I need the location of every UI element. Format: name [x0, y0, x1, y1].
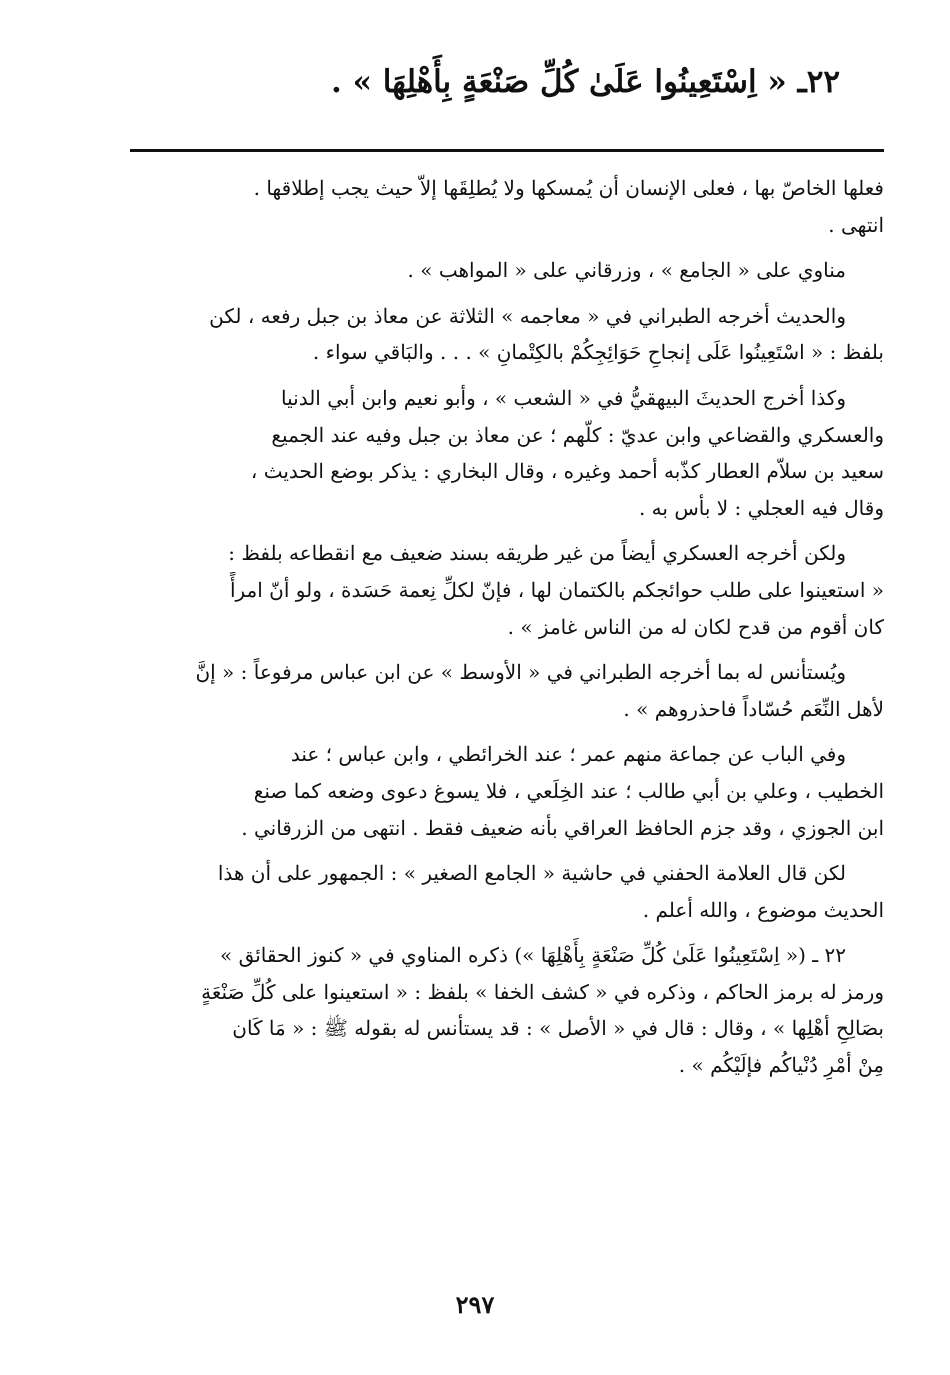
- text-line: كان أقوم من قدح لكان له من الناس غامز » .: [507, 614, 884, 639]
- text-line: ٢٢ ـ (« اِسْتَعِينُوا عَلَىٰ كُلِّ صَنْعَةٍ بِأَهْلِهَا ») ذكره المناوي في « كنوز الحقائق »: [219, 943, 846, 968]
- text-line: بصَالِحِ أهْلِها » ، وقال : قال في « الأصل » : قد يستأنس له بقوله ﷺ : « مَا كَان: [232, 1016, 884, 1041]
- text-line: لأهل النِّعَم حُسّاداً فاحذروهم » .: [623, 696, 884, 721]
- page-body: [124, 170, 884, 1093]
- text-line: لكن قال العلامة الحفني في حاشية « الجامع الصغير » : الجمهور على أن هذا: [217, 861, 846, 886]
- paragraph: [124, 380, 884, 526]
- paragraph: [124, 937, 884, 1083]
- text-line: الخطيب ، وعلي بن أبي طالب ؛ عند الخِلَعي ، فلا يسوغ دعوى وضعه كما صنع: [253, 778, 884, 803]
- text-line: ورمز له برمز الحاكم ، وذكره في « كشف الخفا » بلفظ : « استعينوا على كُلِّ صَنْعَةٍ: [201, 979, 884, 1004]
- paragraph: [124, 654, 884, 727]
- paragraph: [124, 736, 884, 846]
- text-line: مناوي على « الجامع » ، وزرقاني على « المواهب » .: [407, 258, 846, 283]
- text-line: والعسكري والقضاعي وابن عديّ : كلّهم ؛ عن معاذ بن جبل وفيه عند الجميع: [271, 422, 884, 447]
- hadith-heading: ٢٢ـ « اِسْتَعِينُوا عَلَىٰ كُلِّ صَنْعَةٍ بِأَهْلِهَا » .: [330, 64, 840, 100]
- text-line: وفي الباب عن جماعة منهم عمر ؛ عند الخرائطي ، وابن عباس ؛ عند: [290, 742, 846, 767]
- text-line: وقال فيه العجلي : لا بأس به .: [638, 495, 884, 520]
- paragraph: [124, 298, 884, 371]
- paragraph: [124, 855, 884, 928]
- text-line: ولكن أخرجه العسكري أيضاً من غير طريقه بسند ضعيف مع انقطاعه بلفظ :: [228, 541, 846, 566]
- paragraph: [124, 252, 884, 289]
- paragraph: [124, 535, 884, 645]
- paragraph: [124, 170, 884, 243]
- text-line: بلفظ : « اسْتَعِينُوا عَلَى إنجاحِ حَوَائِجِكُمْ بالكِتْمانِ » . . . والبَاقي سواء .: [312, 340, 884, 365]
- text-line: وكذا أخرج الحديثَ البيهقيُّ في « الشعب » ، وأبو نعيم وابن أبي الدنيا: [281, 385, 846, 410]
- page-number: ٢٩٧: [455, 1290, 495, 1319]
- text-line: سعيد بن سلاّم العطار كذّبه أحمد وغيره ، وقال البخاري : يذكر بوضع الحديث ،: [250, 459, 884, 484]
- header-divider: [130, 149, 884, 152]
- page-title: [100, 62, 840, 102]
- text-line: فعلها الخاصّ بها ، فعلى الإنسان أن يُمسكها ولا يُطلِقَها إلاّ حيث يجب إطلاقها .: [253, 176, 884, 200]
- text-line: الحديث موضوع ، والله أعلم .: [642, 897, 884, 922]
- text-line: والحديث أخرجه الطبراني في « معاجمه » الثلاثة عن معاذ بن جبل رفعه ، لكن: [209, 303, 846, 328]
- text-line: ابن الجوزي ، وقد جزم الحافظ العراقي بأنه ضعيف فقط . انتهى من الزرقاني .: [241, 815, 884, 840]
- text-line: مِنْ أمْرِ دُنْياكُم فإلَيْكُم » .: [678, 1053, 884, 1078]
- text-line: ويُستأنس له بما أخرجه الطبراني في « الأوسط » عن ابن عباس مرفوعاً : « إنَّ: [195, 660, 846, 685]
- text-line: « استعينوا على طلب حوائجكم بالكتمان لها ، فإنّ لكلِّ نِعمة حَسَدة ، ولو أنّ امرأً: [229, 577, 884, 602]
- text-line: انتهى .: [828, 212, 884, 237]
